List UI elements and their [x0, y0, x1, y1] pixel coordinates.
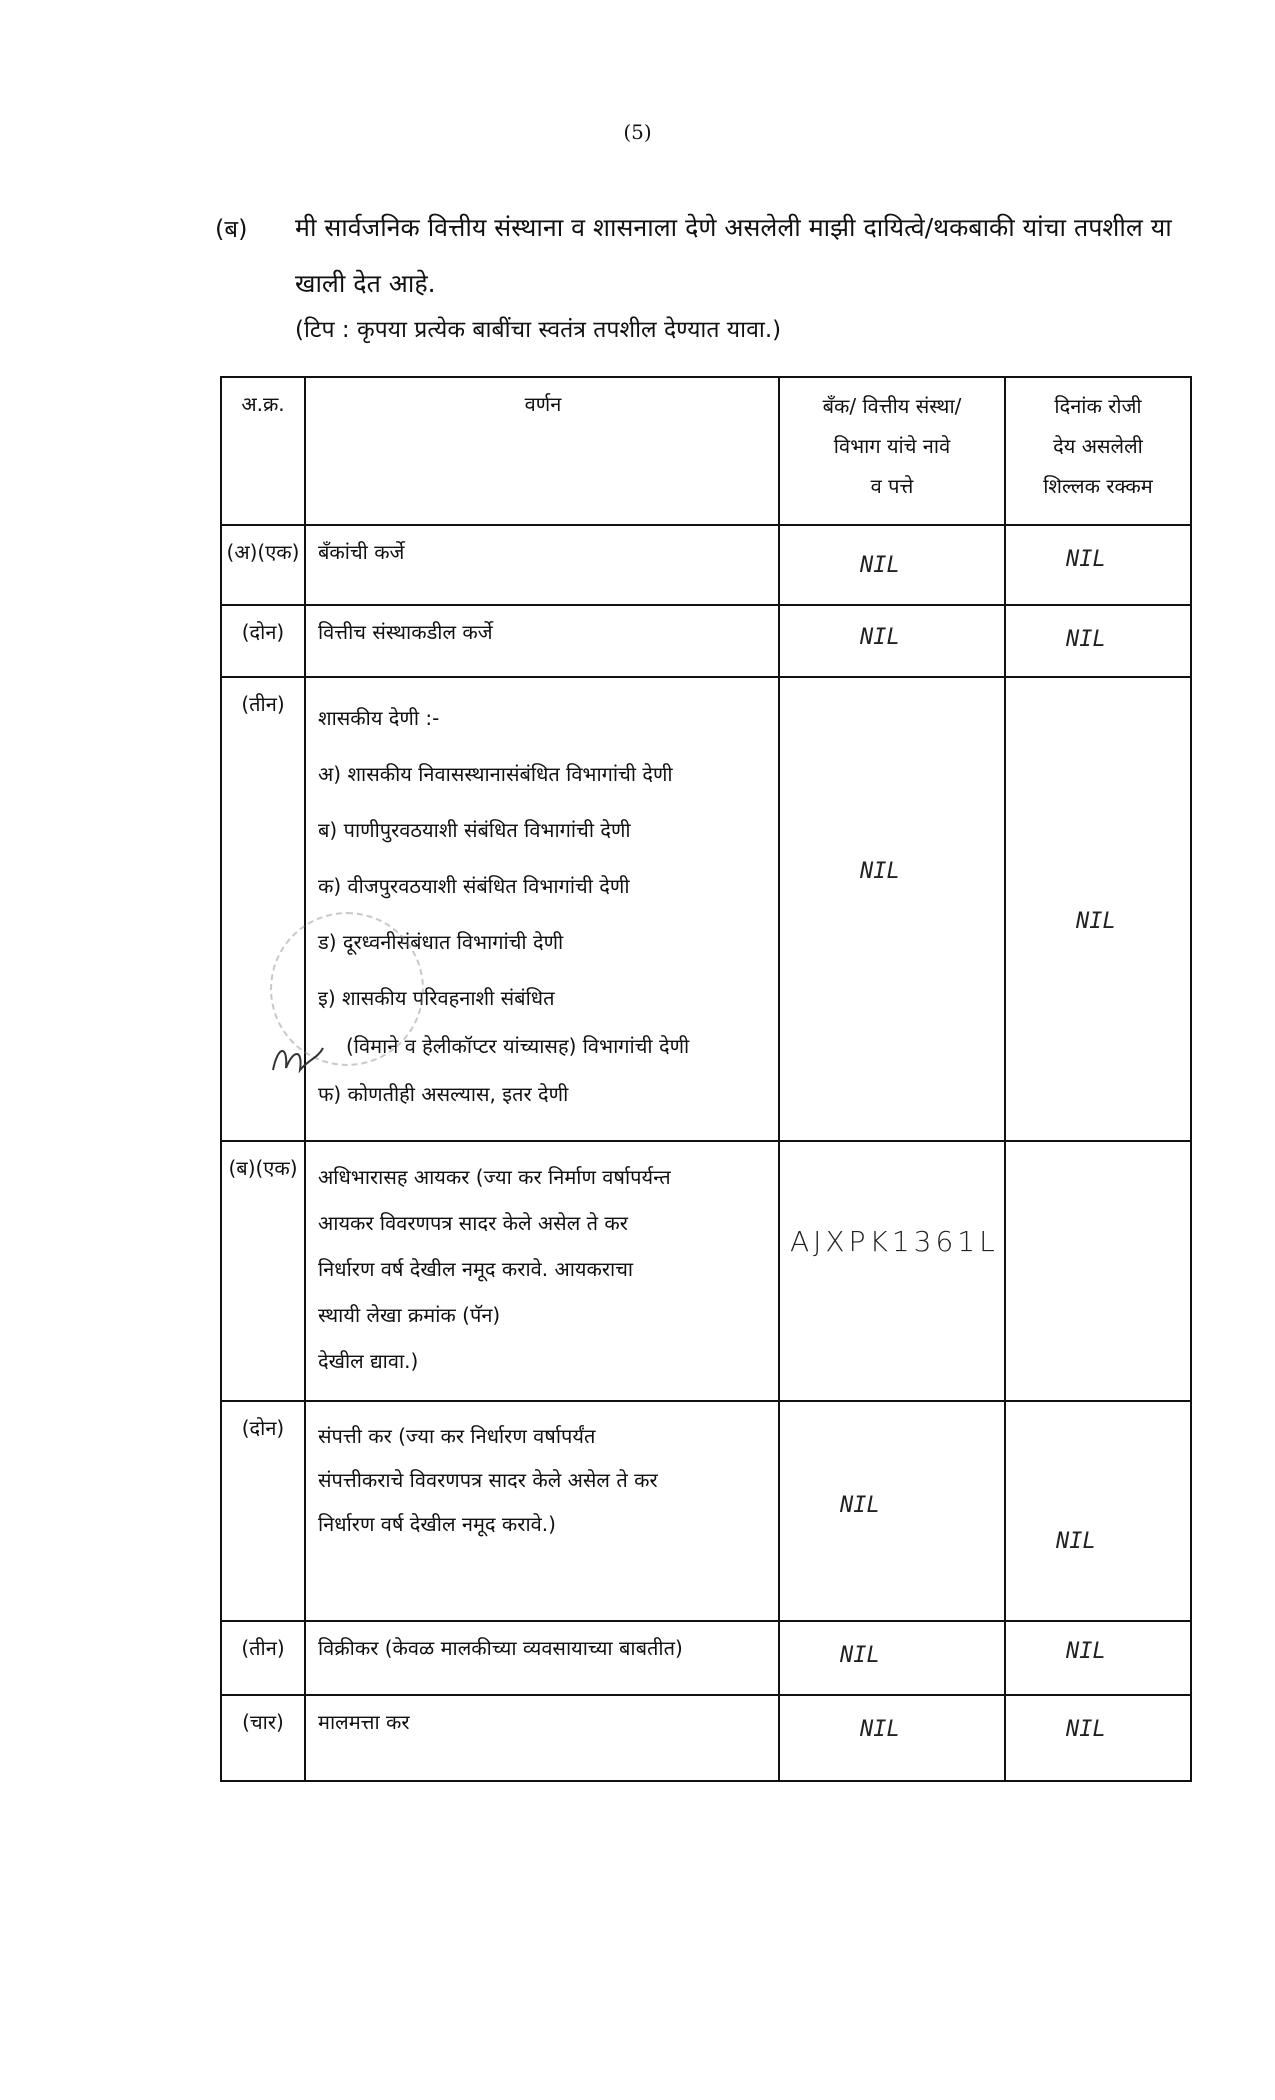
liabilities-table-wrapper	[220, 376, 1192, 1782]
header-desc	[305, 377, 779, 525]
header-desc-label: वर्णन	[524, 392, 562, 416]
liabilities-table	[220, 376, 1192, 1782]
header-sr	[221, 377, 305, 525]
row-desc-line: निर्धारण वर्ष देखील नमूद करावे. आयकराचा	[318, 1257, 634, 1281]
row-desc: विक्रीकर (केवळ मालकीच्या व्यवसायाच्या बाबतीत)	[305, 1621, 779, 1695]
row-desc	[305, 677, 779, 1141]
row-desc: बँकांची कर्जे	[305, 525, 779, 605]
list-item: इ) शासकीय परिवहनाशी संबंधित	[318, 986, 555, 1010]
row-sr: (अ)(एक)	[221, 525, 305, 605]
handwritten-bank: NIL	[860, 859, 900, 884]
table-row	[221, 1401, 1191, 1621]
list-item: ब) पाणीपुरवठयाशी संबंधित विभागांची देणी	[318, 818, 631, 842]
row-amount	[1005, 1621, 1191, 1695]
row-sr: (चार)	[221, 1695, 305, 1781]
row-sr: (दोन)	[221, 605, 305, 677]
header-sr-label: अ.क्र.	[241, 392, 285, 416]
row-desc-line: देखील द्यावा.)	[318, 1349, 419, 1373]
handwritten-amount: NIL	[1056, 1529, 1096, 1554]
row-bank	[779, 525, 1005, 605]
row-sr: (तीन)	[221, 1621, 305, 1695]
table-row	[221, 677, 1191, 1141]
list-item: ड) दूरध्वनीसंबंधात विभागांची देणी	[318, 930, 564, 954]
row-bank	[779, 1695, 1005, 1781]
row-amount	[1005, 525, 1191, 605]
row-desc-line: संपत्तीकराचे विवरणपत्र सादर केले असेल ते कर	[318, 1468, 658, 1492]
intro-note: (टिप : कृपया प्रत्येक बाबींचा स्वतंत्र तपशील देण्यात यावा.)	[295, 317, 782, 343]
intro-label: (ब)	[215, 215, 248, 243]
handwritten-amount: NIL	[1066, 1639, 1106, 1664]
row-desc-line: संपत्ती कर (ज्या कर निर्धारण वर्षापर्यंत	[318, 1424, 596, 1448]
row-bank	[779, 1621, 1005, 1695]
row-amount	[1005, 1401, 1191, 1621]
header-bank	[779, 377, 1005, 525]
handwritten-bank: NIL	[840, 1493, 880, 1518]
handwritten-pan: AJXPK1361L	[790, 1225, 999, 1258]
row-amount	[1005, 677, 1191, 1141]
row-sr: (दोन)	[221, 1401, 305, 1621]
list-item: फ) कोणतीही असल्यास, इतर देणी	[318, 1082, 569, 1106]
table-row	[221, 525, 1191, 605]
row-desc-title: शासकीय देणी :-	[318, 706, 440, 730]
row-sr: (ब)(एक)	[221, 1141, 305, 1401]
handwritten-amount: NIL	[1066, 547, 1106, 572]
handwritten-initials	[268, 1040, 328, 1080]
header-bank-line1: बँक/ वित्तीय संस्था/	[822, 394, 962, 418]
row-amount	[1005, 1141, 1191, 1401]
list-item: क) वीजपुरवठयाशी संबंधित विभागांची देणी	[318, 874, 630, 898]
row-desc-line: आयकर विवरणपत्र सादर केले असेल ते कर	[318, 1211, 628, 1235]
header-amount-line1: दिनांक रोजी	[1054, 394, 1142, 418]
list-item: (विमाने व हेलीकॉप्टर यांच्यासह) विभागांची देणी	[346, 1034, 690, 1058]
list-item: अ) शासकीय निवासस्थानासंबंधित विभागांची देणी	[318, 762, 673, 786]
handwritten-amount: NIL	[1066, 1717, 1106, 1742]
table-row	[221, 605, 1191, 677]
handwritten-bank: NIL	[840, 1643, 880, 1668]
row-sr: (तीन)	[221, 677, 305, 1141]
page-number: (5)	[623, 120, 652, 144]
row-bank	[779, 677, 1005, 1141]
header-bank-line2: विभाग यांचे नावे	[833, 434, 951, 458]
row-desc: मालमत्ता कर	[305, 1695, 779, 1781]
header-bank-line3: व पत्ते	[870, 474, 914, 498]
row-bank	[779, 1401, 1005, 1621]
row-amount	[1005, 1695, 1191, 1781]
row-desc	[305, 1141, 779, 1401]
intro-text: मी सार्वजनिक वित्तीय संस्थाना व शासनाला देणे असलेली माझी दायित्वे/थकबाकी यांचा तपशील या खाली देत आहे.	[295, 213, 1172, 298]
handwritten-bank: NIL	[860, 625, 900, 650]
handwritten-bank: NIL	[860, 553, 900, 578]
row-bank	[779, 1141, 1005, 1401]
table-row	[221, 1141, 1191, 1401]
handwritten-amount: NIL	[1076, 909, 1116, 934]
table-row	[221, 1621, 1191, 1695]
header-amount-line2: देय असलेली	[1053, 434, 1143, 458]
row-bank	[779, 605, 1005, 677]
handwritten-amount: NIL	[1066, 627, 1106, 652]
header-amount	[1005, 377, 1191, 525]
row-desc-line: स्थायी लेखा क्रमांक (पॅन)	[318, 1303, 501, 1327]
row-amount	[1005, 605, 1191, 677]
header-row	[221, 377, 1191, 525]
header-amount-line3: शिल्लक रक्कम	[1043, 474, 1153, 498]
row-desc: वित्तीच संस्थाकडील कर्जे	[305, 605, 779, 677]
row-desc	[305, 1401, 779, 1621]
row-desc-line: अधिभारासह आयकर (ज्या कर निर्माण वर्षापर्यन्त	[318, 1165, 671, 1189]
table-row	[221, 1695, 1191, 1781]
row-desc-line: निर्धारण वर्ष देखील नमूद करावे.)	[318, 1512, 556, 1536]
handwritten-bank: NIL	[860, 1717, 900, 1742]
